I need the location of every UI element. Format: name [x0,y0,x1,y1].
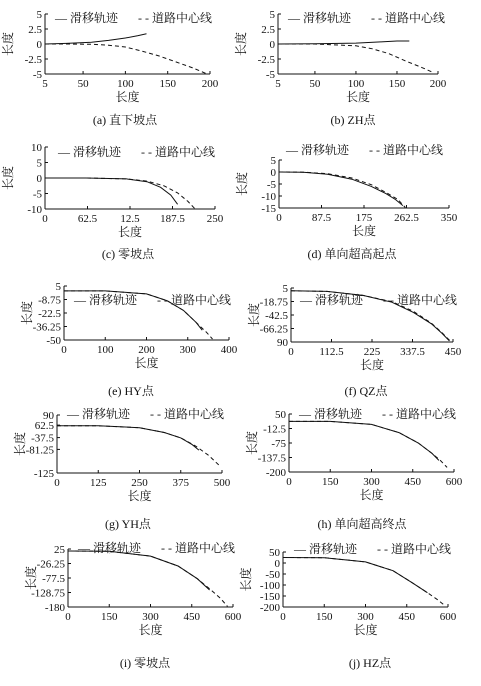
y-tick-label: 0 [270,167,276,179]
series-line-trajectory [45,34,147,44]
y-tick-label: -137.5 [257,452,286,465]
panel-caption: (a) 直下坡点 [92,113,158,127]
chart-panel-8 [244,406,463,531]
x-tick-label: 450 [398,611,415,623]
legend-entry-trajectory: — 滑移轨迹 [55,11,119,25]
x-axis-label: 长度 [117,225,143,239]
x-tick-label: 450 [444,346,462,358]
x-tick-label: 50 [309,78,321,90]
y-tick-label: 0 [269,39,275,51]
x-tick-label: 0 [276,212,282,224]
chart-panel-5 [19,281,238,398]
x-tick-label: 187.5 [160,213,185,225]
y-tick-label: -100 [259,580,280,592]
legend-entry-centerline: - - 道路中心线 [141,145,215,159]
x-axis-label: 长度 [359,358,385,372]
series-line-trajectory [57,426,199,450]
y-tick-label: 5 [36,157,42,170]
chart-panel-9 [23,540,242,670]
x-axis-label: 长度 [134,356,159,370]
x-tick-label: 100 [97,344,114,356]
series-line-centerline [278,44,434,73]
x-tick-label: 337.5 [400,346,425,358]
x-tick-label: 150 [388,78,406,90]
y-tick-label: -5 [266,179,276,191]
x-tick-label: 100 [117,78,134,90]
y-tick-label: -180 [44,602,65,614]
legend-entry-trajectory: — 滑移轨迹 [300,293,364,307]
x-tick-label: 5 [275,78,281,90]
x-tick-label: 250 [206,213,224,225]
y-axis-label: 长度 [1,31,15,57]
series-line-trajectory [279,172,403,206]
x-tick-label: 87.5 [311,212,332,224]
x-tick-label: 600 [445,476,463,488]
y-tick-label: 62.5 [34,420,54,433]
x-tick-label: 112.5 [319,346,344,358]
x-tick-label: 0 [288,346,294,358]
x-tick-label: 125 [90,477,107,489]
x-tick-label: 150 [322,476,339,488]
panel-caption: (b) ZH点 [330,113,376,127]
x-tick-label: 200 [138,344,155,356]
y-axis-label: 长度 [234,31,248,57]
x-tick-label: 0 [61,344,67,356]
legend-entry-trajectory: — 滑移轨迹 [299,407,363,421]
y-tick-label: 10 [31,142,42,154]
x-tick-label: 175 [355,212,373,224]
y-axis-label: 长度 [239,567,253,592]
x-axis-label: 长度 [115,90,140,104]
x-axis-label: 长度 [345,90,371,104]
x-tick-label: 5 [42,78,48,90]
panel-caption: (f) QZ点 [344,384,388,398]
x-tick-label: 0 [65,611,71,623]
y-tick-label: 90 [277,337,288,349]
y-tick-label: -26.25 [36,558,65,571]
x-tick-label: 300 [179,344,196,356]
legend-entry-centerline: - - 道路中心线 [150,407,224,421]
series-line-centerline [289,421,447,467]
chart-panel-1 [0,9,219,127]
x-tick-label: 12.5 [120,213,140,225]
y-tick-label: 5 [55,281,61,293]
x-tick-label: 300 [357,611,374,623]
y-tick-label: 25 [54,544,65,556]
panel-caption: (h) 单向超高终点 [317,517,407,531]
y-tick-label: -50 [265,569,280,581]
legend-entry-trajectory: — 滑移轨迹 [286,143,350,157]
legend-entry-trajectory: — 滑移轨迹 [288,11,352,25]
y-tick-label: -10 [261,191,276,203]
y-tick-label: -10 [27,204,42,216]
x-tick-label: 0 [286,476,292,488]
x-tick-label: 350 [440,212,458,224]
y-axis-label: 长度 [247,302,261,328]
series-line-trajectory [45,178,178,204]
y-tick-label: -81.25 [25,444,54,457]
panel-caption: (c) 零坡点 [101,247,155,261]
x-axis-label: 长度 [351,224,377,238]
x-tick-label: 375 [172,477,189,489]
x-axis-label: 长度 [353,623,378,637]
y-tick-label: -77.5 [42,573,65,585]
panel-caption: (i) 零坡点 [119,656,171,670]
legend-entry-trajectory: — 滑移轨迹 [78,541,142,555]
series-line-trajectory [68,551,210,590]
y-tick-label: -128.75 [31,587,65,600]
y-tick-label: 2.5 [261,24,275,36]
chart-panel-2 [233,9,447,127]
legend-entry-centerline: - - 道路中心线 [377,542,451,556]
legend-entry-trajectory: — 滑移轨迹 [294,542,358,556]
x-tick-label: 300 [363,476,380,488]
legend-entry-trajectory: — 滑移轨迹 [74,293,138,307]
y-tick-label: 5 [270,155,276,167]
y-axis-label: 长度 [235,171,249,197]
y-tick-label: 50 [269,547,280,559]
x-tick-label: 200 [201,78,219,90]
legend-entry-centerline: - - 道路中心线 [383,293,457,307]
series-line-trajectory [289,421,439,460]
x-axis-label: 长度 [359,488,384,502]
panel-caption: (j) HZ点 [348,656,392,670]
chart-panel-4 [234,142,458,261]
y-tick-label: -75 [271,438,286,450]
y-axis-label: 长度 [20,300,34,326]
series-line-centerline [45,44,206,73]
x-tick-label: 200 [429,78,447,90]
y-tick-label: 0 [274,558,280,570]
x-tick-label: 0 [54,477,60,489]
y-tick-label: -200 [265,467,286,479]
y-tick-label: -50 [46,335,61,347]
panel-caption: (d) 单向超高起点 [307,247,397,261]
y-tick-label: -42.5 [265,310,288,322]
series-line-centerline [45,178,195,208]
y-tick-label: -2.5 [257,54,275,66]
legend-entry-trajectory: — 滑移轨迹 [67,407,131,421]
x-tick-label: 600 [224,611,242,623]
y-tick-label: -5 [32,188,42,201]
x-tick-label: 400 [220,344,238,356]
chart-panel-7 [12,406,231,531]
x-tick-label: 300 [142,611,159,623]
panel-caption: (e) HY点 [108,384,154,398]
x-tick-label: 150 [316,611,333,623]
y-tick-label: -2.5 [24,54,42,66]
legend-entry-centerline: - - 道路中心线 [382,407,456,421]
y-axis-label: 长度 [245,430,259,456]
y-tick-label: -22.5 [38,308,61,320]
series-line-centerline [283,558,445,606]
y-tick-label: -125 [33,468,54,480]
y-tick-label: -150 [259,591,280,603]
chart-panel-3 [0,142,224,261]
y-axis-label: 长度 [13,431,27,457]
legend-entry-centerline: - - 道路中心线 [371,11,445,25]
x-tick-label: 150 [101,611,118,623]
x-tick-label: 225 [363,346,381,358]
x-tick-label: 450 [404,476,421,488]
x-tick-label: 600 [439,611,457,623]
y-axis-label: 长度 [24,565,38,591]
y-axis-label: 长度 [1,165,15,191]
y-tick-label: -37.5 [31,432,54,445]
y-tick-label: 0 [36,39,42,51]
y-tick-label: 0 [36,173,42,185]
y-tick-label: -66.25 [259,323,288,336]
y-tick-label: -36.25 [32,321,61,334]
x-tick-label: 150 [159,78,176,90]
x-tick-label: 62.5 [77,213,98,225]
y-tick-label: 50 [275,409,286,421]
y-tick-label: -15 [261,203,276,215]
legend-entry-centerline: - - 道路中心线 [157,293,231,307]
y-tick-label: 90 [43,410,54,422]
x-tick-label: 450 [183,611,200,623]
x-axis-label: 长度 [127,489,152,503]
y-tick-label: -5 [32,69,42,81]
y-tick-label: -18.75 [259,296,288,309]
legend-entry-centerline: - - 道路中心线 [161,541,235,555]
y-tick-label: 2.5 [28,24,42,36]
x-axis-label: 长度 [138,623,163,637]
chart-panel-10 [238,541,457,670]
y-tick-label: 5 [269,9,275,21]
x-tick-label: 0 [42,213,48,225]
legend-entry-centerline: - - 道路中心线 [369,143,443,157]
y-tick-label: -200 [259,602,280,614]
legend-entry-centerline: - - 道路中心线 [138,11,212,25]
x-tick-label: 100 [347,78,365,90]
x-tick-label: 500 [213,477,231,489]
y-tick-label: -5 [265,69,275,81]
series-line-centerline [57,426,219,465]
y-tick-label: -8.75 [38,294,61,307]
y-tick-label: 5 [282,283,288,295]
series-line-trajectory [283,558,427,593]
chart-panel-6 [246,283,462,398]
series-line-trajectory [278,41,409,44]
y-tick-label: -12.5 [263,423,286,436]
series-line-centerline [68,551,228,606]
x-tick-label: 50 [77,78,89,90]
legend-entry-trajectory: — 滑移轨迹 [58,145,122,159]
panel-caption: (g) YH点 [105,517,151,531]
x-tick-label: 0 [280,611,286,623]
x-tick-label: 262.5 [394,212,419,224]
x-tick-label: 250 [131,477,148,489]
y-tick-label: 5 [36,9,42,21]
